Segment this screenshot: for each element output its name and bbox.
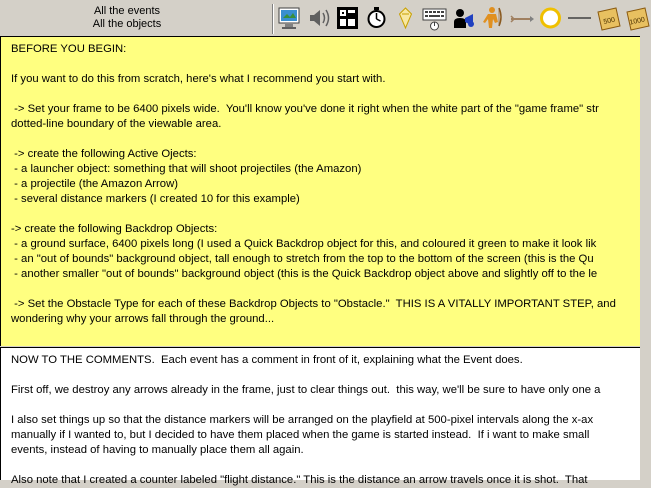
comment-line: -> create the following Active Ojects: (11, 148, 197, 160)
comment-line: If you want to do this from scratch, here's what I recommend you start with. (11, 73, 386, 85)
distance-marker-500-icon[interactable] (595, 4, 622, 32)
comment-line: - an "out of bounds" background object, tall enough to stretch from the top to the bottom of the screen (this is the Qu (11, 253, 594, 265)
row-labels (0, 5, 254, 31)
comment-line (11, 368, 640, 383)
comment-line: events, instead of having to manually place them all again. (11, 444, 304, 456)
system-icon[interactable] (276, 4, 303, 32)
comment-line: First off, we destroy any arrows already in the frame, just to clear things out. this way, we'll be sure to have only one a (11, 384, 601, 396)
create-object-icon[interactable] (392, 4, 419, 32)
comment-line: -> Set the Obstacle Type for each of these Backdrop Objects to "Obstacle." THIS IS A VITALLY IMPORTANT STEP, and (11, 298, 616, 310)
comment-line (11, 458, 640, 473)
storyboard-icon[interactable] (334, 4, 361, 32)
svg-text:500: 500 (602, 16, 616, 26)
line-icon[interactable] (566, 4, 593, 32)
comment-line: wondering why your arrows fall through the ground... (11, 313, 275, 325)
comment-line (11, 132, 640, 147)
keyboard-mouse-icon[interactable] (421, 4, 448, 32)
comment-line: BEFORE YOU BEGIN: (11, 43, 127, 55)
all-objects-label: All the objects (92, 18, 162, 30)
amazon-icon[interactable] (479, 4, 506, 32)
header-divider (272, 4, 274, 34)
comment-before-you-begin[interactable] (0, 36, 640, 346)
comment-line: - a projectile (the Amazon Arrow) (11, 178, 179, 190)
svg-text:1000: 1000 (628, 16, 646, 27)
player-icon[interactable] (450, 4, 477, 32)
all-events-label: All the events (93, 5, 161, 17)
comment-line (11, 282, 640, 297)
comment-line: - another smaller "out of bounds" background object (this is the Quick Backdrop object above and slightly off to the le (11, 268, 598, 280)
comment-line: -> create the following Backdrop Objects: (11, 223, 218, 235)
event-editor-header (0, 0, 646, 36)
comment-line: - a launcher object: something that will shoot projectiles (the Amazon) (11, 163, 362, 175)
comment-line: - a ground surface, 6400 pixels long (I used a Quick Backdrop object for this, and coloured it green to make it look lik (11, 238, 597, 250)
comment-line: manually if I wanted to, but I decided to have them placed when the game is started instead. If i want to make small (11, 429, 590, 441)
ring-icon[interactable] (537, 4, 564, 32)
comment-line: NOW TO THE COMMENTS. Each event has a comment in front of it, explaining what the Event does. (11, 354, 523, 366)
comment-line: I also set things up so that the distance markers will be arranged on the playfield at 500-pixel intervals along the x-ax (11, 414, 594, 426)
comment-line (11, 398, 640, 413)
comment-line (11, 87, 640, 102)
amazon-arrow-icon[interactable] (508, 4, 535, 32)
distance-marker-1000-icon[interactable] (624, 4, 651, 32)
comment-line (11, 57, 640, 72)
comment-line: Also note that I created a counter labeled "flight distance." This is the distance an arrow travels once it is shot. That (11, 474, 588, 486)
timer-icon[interactable] (363, 4, 390, 32)
comment-line: -> Set your frame to be 6400 pixels wide. You'll know you've done it right when the white part of the "game frame" str (11, 103, 599, 115)
comment-line: dotted-line boundary of the viewable area. (11, 118, 222, 130)
sound-icon[interactable] (305, 4, 332, 32)
comment-line: - several distance markers (I created 10 for this example) (11, 193, 300, 205)
comment-line (11, 207, 640, 222)
comment-now-to-the-comments[interactable] (0, 347, 640, 486)
